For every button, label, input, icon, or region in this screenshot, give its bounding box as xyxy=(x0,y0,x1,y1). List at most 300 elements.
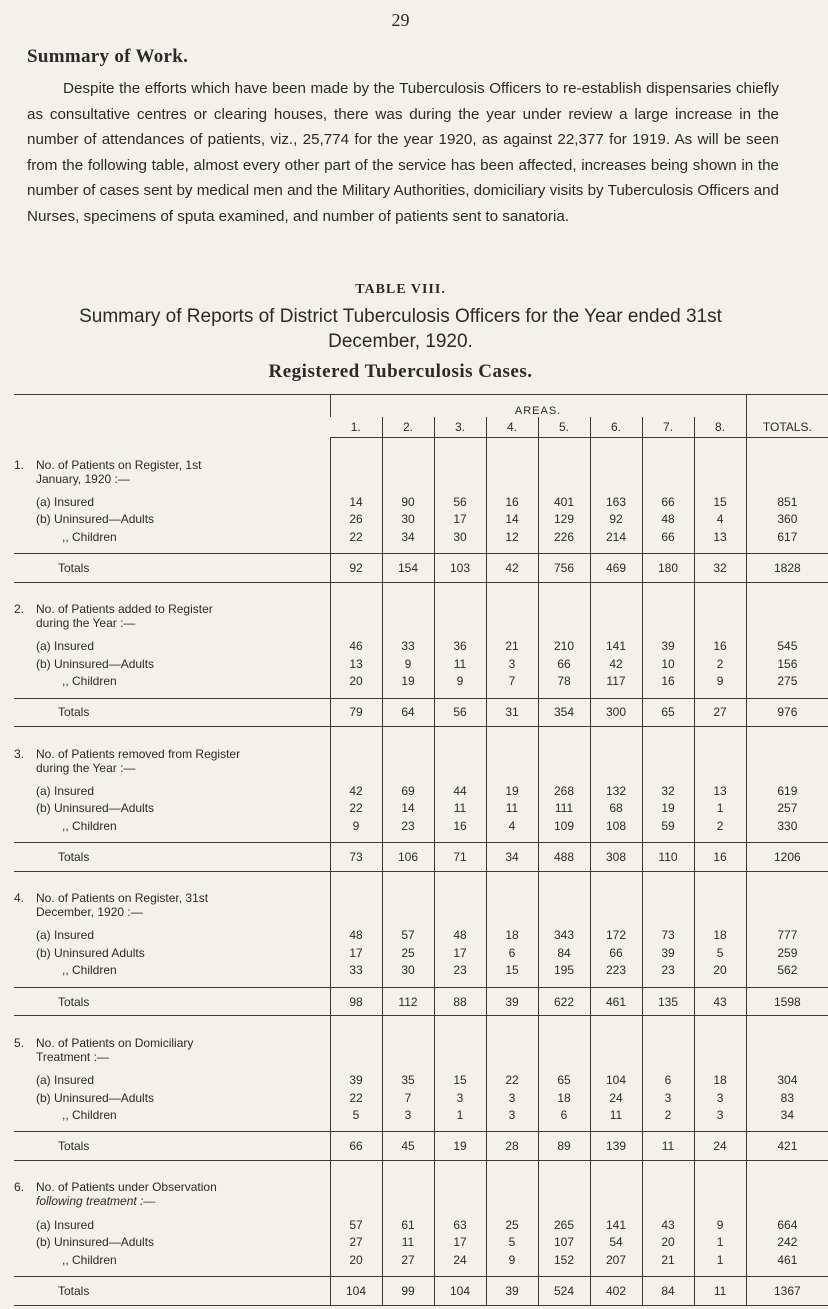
value-cell: 30 xyxy=(382,510,434,527)
group-title-line1: No. of Patients added to Register xyxy=(36,602,213,617)
table-row xyxy=(14,493,828,510)
row-label: (b) Uninsured—Adults xyxy=(36,512,155,527)
table-row xyxy=(14,1071,828,1088)
value-cell: 268 xyxy=(538,782,590,799)
row-label-cell xyxy=(14,944,330,961)
empty-cell xyxy=(330,775,382,782)
value-cell: 141 xyxy=(590,1216,642,1233)
empty-cell xyxy=(694,438,746,486)
totals-label: Totals xyxy=(58,705,90,720)
total-cell: 135 xyxy=(642,987,694,1016)
empty-cell xyxy=(14,775,330,782)
totals-label: Totals xyxy=(58,849,90,864)
value-cell: 57 xyxy=(382,927,434,944)
empty-cell xyxy=(694,690,746,698)
empty-cell xyxy=(382,545,434,553)
total-cell: 39 xyxy=(486,1276,538,1305)
value-cell: 141 xyxy=(590,638,642,655)
value-cell: 226 xyxy=(538,528,590,545)
group-title-line2: December, 1920 :— xyxy=(36,905,143,920)
total-cell: 99 xyxy=(382,1276,434,1305)
empty-cell xyxy=(330,438,382,486)
empty-cell xyxy=(330,835,382,843)
empty-cell xyxy=(382,919,434,926)
total-cell: 24 xyxy=(694,1132,746,1161)
value-cell: 54 xyxy=(590,1233,642,1250)
area-column-header: 6. xyxy=(590,417,642,438)
value-cell: 13 xyxy=(694,782,746,799)
value-cell: 265 xyxy=(538,1216,590,1233)
value-cell: 63 xyxy=(434,1216,486,1233)
total-cell: 89 xyxy=(538,1132,590,1161)
total-cell: 104 xyxy=(434,1276,486,1305)
empty-cell xyxy=(746,727,828,775)
table-row xyxy=(14,528,828,545)
value-cell: 129 xyxy=(538,510,590,527)
total-cell: 32 xyxy=(694,553,746,582)
empty-cell xyxy=(486,438,538,486)
empty-cell xyxy=(330,690,382,698)
empty-cell xyxy=(746,545,828,553)
empty-cell xyxy=(382,727,434,775)
spacer-row xyxy=(14,690,828,698)
area-column-header: 7. xyxy=(642,417,694,438)
row-total-cell: 304 xyxy=(746,1071,828,1088)
group-number: 2. xyxy=(14,602,25,617)
value-cell: 39 xyxy=(642,944,694,961)
row-label-cell xyxy=(14,638,330,655)
row-label-cell xyxy=(14,817,330,834)
value-cell: 25 xyxy=(382,944,434,961)
areas-header: AREAS. xyxy=(330,395,746,418)
value-cell: 6 xyxy=(538,1106,590,1123)
total-cell: 45 xyxy=(382,1132,434,1161)
value-cell: 172 xyxy=(590,927,642,944)
row-label-cell xyxy=(14,672,330,689)
value-cell: 343 xyxy=(538,927,590,944)
group-heading-row xyxy=(14,438,828,486)
group-title-line1: No. of Patients on Register, 1st xyxy=(36,457,202,472)
total-cell: 402 xyxy=(590,1276,642,1305)
value-cell: 3 xyxy=(486,655,538,672)
total-cell: 65 xyxy=(642,698,694,727)
value-cell: 9 xyxy=(694,672,746,689)
table-row xyxy=(14,510,828,527)
value-cell: 195 xyxy=(538,962,590,979)
spacer-row xyxy=(14,1124,828,1132)
value-cell: 36 xyxy=(434,638,486,655)
value-cell: 17 xyxy=(434,944,486,961)
empty-cell xyxy=(746,919,828,926)
empty-cell xyxy=(746,775,828,782)
totals-row xyxy=(14,553,828,582)
row-label: ,, Children xyxy=(62,529,117,544)
empty-cell xyxy=(538,835,590,843)
row-total-cell: 664 xyxy=(746,1216,828,1233)
total-cell: 27 xyxy=(694,698,746,727)
empty-cell xyxy=(330,1160,382,1208)
area-column-header: 3. xyxy=(434,417,486,438)
empty-cell xyxy=(590,582,642,630)
total-cell: 43 xyxy=(694,987,746,1016)
empty-cell xyxy=(434,438,486,486)
value-cell: 17 xyxy=(434,510,486,527)
value-cell: 14 xyxy=(486,510,538,527)
row-total-cell: 617 xyxy=(746,528,828,545)
row-label: (b) Uninsured—Adults xyxy=(36,1235,155,1250)
totals-row xyxy=(14,1276,828,1305)
empty-cell xyxy=(642,1064,694,1071)
empty-cell xyxy=(538,727,590,775)
empty-cell xyxy=(14,690,330,698)
totals-label-cell xyxy=(14,553,330,582)
row-label-cell xyxy=(14,510,330,527)
value-cell: 24 xyxy=(590,1089,642,1106)
empty-cell xyxy=(642,1016,694,1064)
value-cell: 33 xyxy=(382,638,434,655)
value-cell: 56 xyxy=(434,493,486,510)
row-total-cell: 34 xyxy=(746,1106,828,1123)
empty-cell xyxy=(486,1124,538,1132)
totals-row xyxy=(14,698,828,727)
value-cell: 2 xyxy=(694,817,746,834)
value-cell: 26 xyxy=(330,510,382,527)
empty-cell xyxy=(330,979,382,987)
empty-cell xyxy=(590,438,642,486)
value-cell: 65 xyxy=(538,1071,590,1088)
empty-cell xyxy=(590,1208,642,1215)
empty-cell xyxy=(434,1208,486,1215)
empty-cell xyxy=(746,979,828,987)
empty-cell xyxy=(538,690,590,698)
value-cell: 18 xyxy=(694,927,746,944)
value-cell: 214 xyxy=(590,528,642,545)
value-cell: 73 xyxy=(642,927,694,944)
empty-cell xyxy=(434,630,486,637)
group-heading xyxy=(14,1016,330,1064)
row-total-cell: 83 xyxy=(746,1089,828,1106)
totals-row xyxy=(14,843,828,872)
group-title-line2: January, 1920 :— xyxy=(36,471,130,486)
empty-cell xyxy=(382,835,434,843)
total-cell: 28 xyxy=(486,1132,538,1161)
value-cell: 20 xyxy=(694,962,746,979)
total-cell: 106 xyxy=(382,843,434,872)
grand-total-cell: 976 xyxy=(746,698,828,727)
value-cell: 22 xyxy=(330,800,382,817)
value-cell: 23 xyxy=(434,962,486,979)
empty-cell xyxy=(538,919,590,926)
value-cell: 68 xyxy=(590,800,642,817)
empty-cell xyxy=(486,835,538,843)
group-heading xyxy=(14,1160,330,1208)
empty-cell xyxy=(590,690,642,698)
value-cell: 7 xyxy=(486,672,538,689)
empty-cell xyxy=(694,727,746,775)
row-label-cell xyxy=(14,655,330,672)
empty-cell xyxy=(486,871,538,919)
value-cell: 66 xyxy=(538,655,590,672)
value-cell: 1 xyxy=(694,1251,746,1268)
empty-cell xyxy=(642,582,694,630)
empty-cell xyxy=(14,1064,330,1071)
value-cell: 27 xyxy=(330,1233,382,1250)
total-cell: 11 xyxy=(642,1132,694,1161)
empty-cell xyxy=(642,1208,694,1215)
table-label: TABLE VIII. xyxy=(355,282,446,297)
table-title: Summary of Reports of District Tuberculosis Officers for the Year ended 31st December, 1920. xyxy=(79,306,722,352)
empty-cell xyxy=(746,690,828,698)
value-cell: 111 xyxy=(538,800,590,817)
value-cell: 42 xyxy=(330,782,382,799)
row-total-cell: 545 xyxy=(746,638,828,655)
row-label-cell xyxy=(14,1106,330,1123)
empty-cell xyxy=(382,1124,434,1132)
empty-cell xyxy=(694,1064,746,1071)
value-cell: 13 xyxy=(330,655,382,672)
value-cell: 3 xyxy=(694,1089,746,1106)
value-cell: 23 xyxy=(382,817,434,834)
empty-cell xyxy=(14,486,330,493)
empty-cell xyxy=(434,1160,486,1208)
totals-label: Totals xyxy=(58,1283,90,1298)
row-label-cell xyxy=(14,1216,330,1233)
value-cell: 44 xyxy=(434,782,486,799)
spacer-row xyxy=(14,1268,828,1276)
table-row xyxy=(14,1233,828,1250)
total-cell: 19 xyxy=(434,1132,486,1161)
label-column-header xyxy=(14,395,330,438)
empty-cell xyxy=(486,775,538,782)
value-cell: 39 xyxy=(642,638,694,655)
value-cell: 17 xyxy=(434,1233,486,1250)
empty-cell xyxy=(590,1064,642,1071)
group-title-line1: No. of Patients on Register, 31st xyxy=(36,891,209,906)
empty-cell xyxy=(538,438,590,486)
empty-cell xyxy=(486,1160,538,1208)
empty-cell xyxy=(694,1268,746,1276)
value-cell: 22 xyxy=(486,1071,538,1088)
area-column-header: 2. xyxy=(382,417,434,438)
value-cell: 20 xyxy=(642,1233,694,1250)
value-cell: 43 xyxy=(642,1216,694,1233)
row-total-cell: 259 xyxy=(746,944,828,961)
value-cell: 5 xyxy=(694,944,746,961)
value-cell: 16 xyxy=(694,638,746,655)
empty-cell xyxy=(590,775,642,782)
value-cell: 3 xyxy=(486,1106,538,1123)
value-cell: 132 xyxy=(590,782,642,799)
empty-cell xyxy=(434,919,486,926)
empty-cell xyxy=(590,1016,642,1064)
empty-cell xyxy=(642,1268,694,1276)
empty-cell xyxy=(434,835,486,843)
table-row xyxy=(14,817,828,834)
value-cell: 3 xyxy=(694,1106,746,1123)
empty-cell xyxy=(486,1064,538,1071)
empty-cell xyxy=(14,1208,330,1215)
empty-cell xyxy=(434,775,486,782)
empty-cell xyxy=(14,1124,330,1132)
group-number: 6. xyxy=(14,1180,25,1195)
total-cell: 112 xyxy=(382,987,434,1016)
empty-cell xyxy=(642,919,694,926)
area-column-header: 5. xyxy=(538,417,590,438)
row-total-cell: 619 xyxy=(746,782,828,799)
total-cell: 300 xyxy=(590,698,642,727)
empty-cell xyxy=(434,727,486,775)
value-cell: 27 xyxy=(382,1251,434,1268)
empty-cell xyxy=(538,775,590,782)
value-cell: 104 xyxy=(590,1071,642,1088)
value-cell: 12 xyxy=(486,528,538,545)
value-cell: 61 xyxy=(382,1216,434,1233)
empty-cell xyxy=(590,545,642,553)
empty-cell xyxy=(538,486,590,493)
empty-cell xyxy=(382,1268,434,1276)
totals-label-cell xyxy=(14,987,330,1016)
empty-cell xyxy=(538,1016,590,1064)
value-cell: 6 xyxy=(486,944,538,961)
value-cell: 57 xyxy=(330,1216,382,1233)
totals-row xyxy=(14,1132,828,1161)
totals-label: Totals xyxy=(58,994,90,1009)
total-cell: 16 xyxy=(694,843,746,872)
empty-cell xyxy=(538,1064,590,1071)
spacer-row xyxy=(14,630,828,637)
empty-cell xyxy=(694,545,746,553)
row-label: ,, Children xyxy=(62,674,117,689)
value-cell: 34 xyxy=(382,528,434,545)
row-total-cell: 242 xyxy=(746,1233,828,1250)
empty-cell xyxy=(382,1016,434,1064)
empty-cell xyxy=(434,486,486,493)
table-row xyxy=(14,962,828,979)
empty-cell xyxy=(330,582,382,630)
total-cell: 488 xyxy=(538,843,590,872)
value-cell: 11 xyxy=(382,1233,434,1250)
empty-cell xyxy=(486,727,538,775)
empty-cell xyxy=(486,690,538,698)
group-title-line1: No. of Patients under Observation xyxy=(36,1180,217,1195)
total-cell: 79 xyxy=(330,698,382,727)
empty-cell xyxy=(746,1016,828,1064)
row-label: ,, Children xyxy=(62,963,117,978)
total-cell: 84 xyxy=(642,1276,694,1305)
value-cell: 90 xyxy=(382,493,434,510)
empty-cell xyxy=(486,1268,538,1276)
value-cell: 6 xyxy=(642,1071,694,1088)
value-cell: 108 xyxy=(590,817,642,834)
total-cell: 524 xyxy=(538,1276,590,1305)
empty-cell xyxy=(642,690,694,698)
group-heading xyxy=(14,727,330,775)
area-column-header: 8. xyxy=(694,417,746,438)
value-cell: 17 xyxy=(330,944,382,961)
group-number: 4. xyxy=(14,891,25,906)
table-subtitle: Registered Tuberculosis Cases. xyxy=(268,361,533,382)
total-cell: 66 xyxy=(330,1132,382,1161)
row-label-cell xyxy=(14,528,330,545)
empty-cell xyxy=(382,1208,434,1215)
value-cell: 401 xyxy=(538,493,590,510)
row-label-cell xyxy=(14,493,330,510)
empty-cell xyxy=(746,871,828,919)
value-cell: 66 xyxy=(590,944,642,961)
group-number: 3. xyxy=(14,746,25,761)
value-cell: 1 xyxy=(694,1233,746,1250)
empty-cell xyxy=(746,1208,828,1215)
empty-cell xyxy=(590,1124,642,1132)
empty-cell xyxy=(538,1208,590,1215)
value-cell: 2 xyxy=(642,1106,694,1123)
empty-cell xyxy=(694,919,746,926)
table-row xyxy=(14,927,828,944)
row-label: (b) Uninsured Adults xyxy=(36,945,145,960)
empty-cell xyxy=(590,486,642,493)
empty-cell xyxy=(382,438,434,486)
value-cell: 107 xyxy=(538,1233,590,1250)
empty-cell xyxy=(14,919,330,926)
empty-cell xyxy=(382,630,434,637)
area-column-header: 1. xyxy=(330,417,382,438)
empty-cell xyxy=(538,630,590,637)
value-cell: 16 xyxy=(434,817,486,834)
value-cell: 163 xyxy=(590,493,642,510)
total-cell: 42 xyxy=(486,553,538,582)
empty-cell xyxy=(538,1268,590,1276)
spacer-row xyxy=(14,1208,828,1215)
empty-cell xyxy=(642,438,694,486)
area-column-header: 4. xyxy=(486,417,538,438)
row-total-cell: 461 xyxy=(746,1251,828,1268)
empty-cell xyxy=(694,775,746,782)
value-cell: 3 xyxy=(382,1106,434,1123)
value-cell: 48 xyxy=(434,927,486,944)
empty-cell xyxy=(330,919,382,926)
empty-cell xyxy=(14,835,330,843)
row-label: (b) Uninsured—Adults xyxy=(36,1090,155,1105)
value-cell: 1 xyxy=(694,800,746,817)
empty-cell xyxy=(590,630,642,637)
row-total-cell: 562 xyxy=(746,962,828,979)
empty-cell xyxy=(434,1268,486,1276)
intro-paragraph: Despite the efforts which have been made by the Tuberculosis Officers to re-establish dispensaries chiefly as consultative centres or clearing houses, there was during the year under review a large increase in the number of attendances of patients, viz., 25,774 for the year 1920, as against 22,377 for 1919. As will be seen from the following table, almost every other part of the service has been affected, increases being shown in the number of cases sent by medical men and the Military Authorities, domiciliary visits by Tuberculosis Officers and Nurses, specimens of sputa examined, and number of patients sent to sanatoria. xyxy=(27,80,779,225)
empty-cell xyxy=(486,979,538,987)
empty-cell xyxy=(434,582,486,630)
empty-cell xyxy=(642,1160,694,1208)
total-cell: 104 xyxy=(330,1276,382,1305)
empty-cell xyxy=(694,582,746,630)
spacer-row xyxy=(14,545,828,553)
empty-cell xyxy=(746,486,828,493)
value-cell: 42 xyxy=(590,655,642,672)
value-cell: 84 xyxy=(538,944,590,961)
value-cell: 21 xyxy=(642,1251,694,1268)
value-cell: 66 xyxy=(642,493,694,510)
row-label-cell xyxy=(14,1071,330,1088)
value-cell: 19 xyxy=(382,672,434,689)
total-cell: 469 xyxy=(590,553,642,582)
total-cell: 11 xyxy=(694,1276,746,1305)
total-cell: 64 xyxy=(382,698,434,727)
section-heading: Summary of Work. xyxy=(27,46,189,67)
row-total-cell: 257 xyxy=(746,800,828,817)
spacer-row xyxy=(14,1064,828,1071)
row-total-cell: 777 xyxy=(746,927,828,944)
value-cell: 48 xyxy=(642,510,694,527)
spacer-row xyxy=(14,486,828,493)
